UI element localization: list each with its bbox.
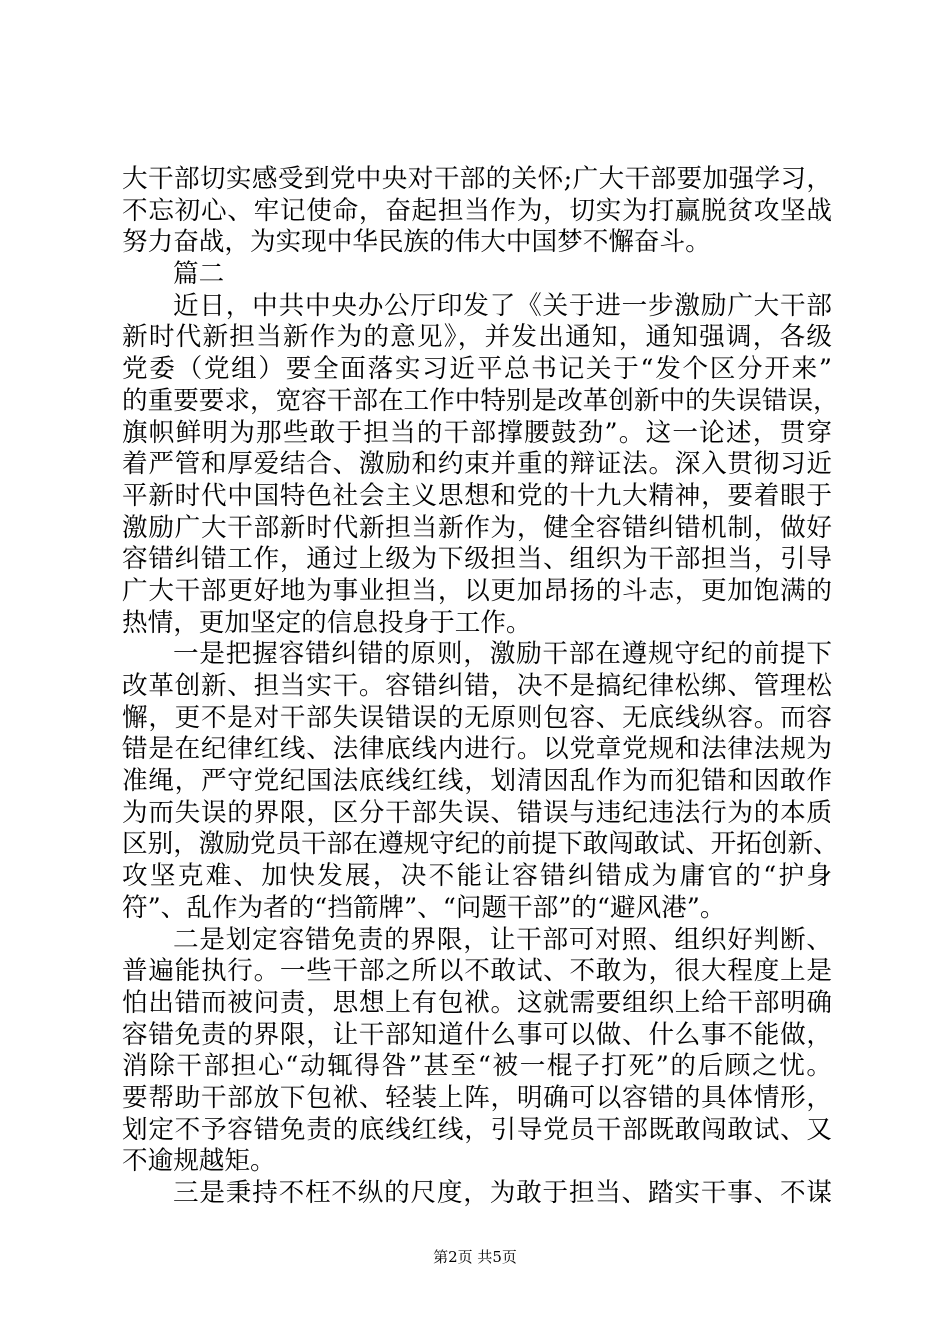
text-line: 容错纠错工作，通过上级为下级担当、组织为干部担当，引导 (122, 544, 832, 575)
text-line: 广大干部更好地为事业担当，以更加昂扬的斗志，更加饱满的 (122, 575, 832, 606)
page-footer: 第2页 共5页 (433, 1248, 517, 1266)
text-line: 错是在纪律红线、法律底线内进行。以党章党规和法律法规为 (122, 734, 832, 765)
text-line: 激励广大干部新时代新担当新作为，健全容错纠错机制，做好 (122, 512, 832, 543)
section-heading: 篇二 (173, 259, 225, 290)
text-line: 容错免责的界限，让干部知道什么事可以做、什么事不能做， (122, 1019, 832, 1050)
text-line: 二是划定容错免责的界限，让干部可对照、组织好判断、 (173, 924, 832, 955)
text-line: 符”、乱作为者的“挡箭牌”、“问题干部”的“避风港”。 (122, 892, 726, 923)
text-line: 怕出错而被问责，思想上有包袱。这就需要组织上给干部明确 (122, 987, 832, 1018)
text-line: 旗帜鲜明为那些敢于担当的干部撑腰鼓劲”。这一论述，贯穿 (122, 417, 832, 448)
text-line: 普遍能执行。一些干部之所以不敢试、不敢为，很大程度上是 (122, 956, 832, 987)
text-line: 一是把握容错纠错的原则，激励干部在遵规守纪的前提下 (173, 639, 832, 670)
text-line: 不忘初心、牢记使命，奋起担当作为，切实为打赢脱贫攻坚战 (122, 195, 832, 226)
text-line: 近日，中共中央办公厅印发了《关于进一步激励广大干部 (173, 290, 832, 321)
text-line: 区别，激励党员干部在遵规守纪的前提下敢闯敢试、开拓创新、 (122, 829, 839, 860)
text-line: 不逾规越矩。 (122, 1146, 276, 1177)
text-line: 改革创新、担当实干。容错纠错，决不是搞纪律松绑、管理松 (122, 671, 832, 701)
text-line: 党委（党组）要全面落实习近平总书记关于“发个区分开来” (122, 354, 832, 385)
text-line: 为而失误的界限，区分干部失误、错误与违纪违法行为的本质 (122, 797, 832, 828)
text-line: 准绳，严守党纪国法底线红线，划清因乱作为而犯错和因敢作 (122, 766, 832, 797)
text-line: 三是秉持不枉不纵的尺度，为敢于担当、踏实干事、不谋 (173, 1178, 832, 1208)
text-line: 热情，更加坚定的信息投身于工作。 (122, 607, 532, 638)
text-line: 要帮助干部放下包袱、轻装上阵，明确可以容错的具体情形， (122, 1082, 832, 1113)
text-line: 着严管和厚爱结合、激励和约束并重的辩证法。深入贯彻习近 (122, 449, 832, 480)
text-line: 划定不予容错免责的底线红线，引导党员干部既敢闯敢试、又 (122, 1114, 832, 1145)
text-line: 的重要要求，宽容干部在工作中特别是改革创新中的失误错误， (122, 385, 839, 416)
text-line: 攻坚克难、加快发展，决不能让容错纠错成为庸官的“护身 (122, 861, 832, 892)
text-line: 平新时代中国特色社会主义思想和党的十九大精神，要着眼于 (122, 480, 832, 511)
text-line: 消除干部担心“动辄得咎”甚至“被一棍子打死”的后顾之忧。 (122, 1051, 832, 1082)
text-line: 懈，更不是对干部失误错误的无原则包容、无底线纵容。而容 (122, 702, 832, 733)
text-line: 新时代新担当新作为的意见》，并发出通知，通知强调，各级 (122, 322, 832, 353)
text-line: 努力奋战，为实现中华民族的伟大中国梦不懈奋斗。 (122, 227, 711, 258)
document-body (122, 164, 839, 1210)
text-line: 大干部切实感受到党中央对干部的关怀;广大干部要加强学习， (122, 164, 832, 194)
